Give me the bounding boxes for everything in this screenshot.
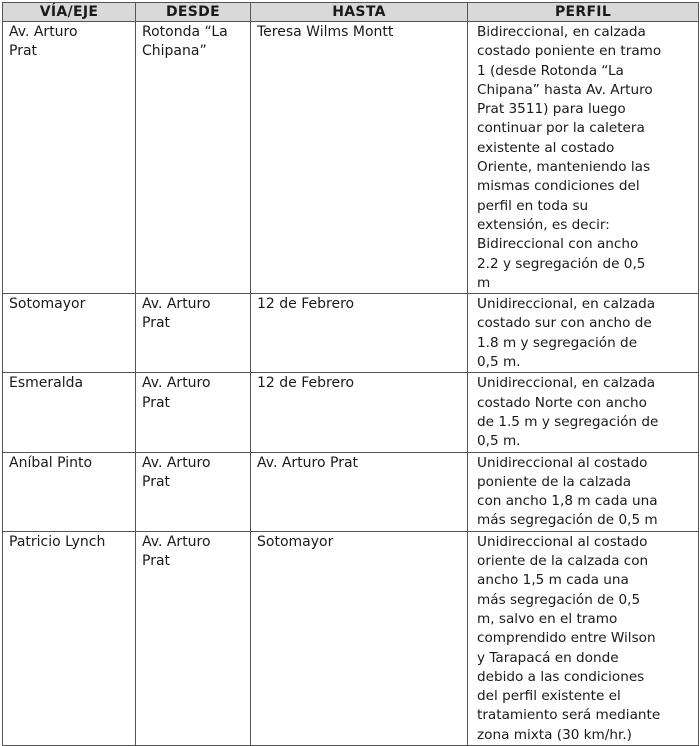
header-perfil: PERFIL bbox=[468, 3, 699, 22]
cell-via: Patricio Lynch bbox=[3, 531, 136, 745]
cell-perfil: Unidireccional al costado poniente de la calzada con ancho 1,8 m cada una más segregación de 0,5 m bbox=[468, 452, 699, 531]
cell-desde: Av. Arturo Prat bbox=[136, 294, 251, 373]
table-row bbox=[3, 531, 699, 745]
cell-via: Av. Arturo Prat bbox=[3, 22, 136, 294]
cell-hasta: Av. Arturo Prat bbox=[251, 452, 468, 531]
cell-hasta: 12 de Febrero bbox=[251, 373, 468, 452]
cell-desde: Rotonda “La Chipana” bbox=[136, 22, 251, 294]
cell-desde: Av. Arturo Prat bbox=[136, 452, 251, 531]
cell-via: Sotomayor bbox=[3, 294, 136, 373]
cell-perfil: Unidireccional, en calzada costado Norte con ancho de 1.5 m y segregación de 0,5 m. bbox=[468, 373, 699, 452]
cell-hasta: Teresa Wilms Montt bbox=[251, 22, 468, 294]
cell-perfil: Unidireccional, en calzada costado sur con ancho de 1.8 m y segregación de 0,5 m. bbox=[468, 294, 699, 373]
cell-desde: Av. Arturo Prat bbox=[136, 373, 251, 452]
cell-perfil: Unidireccional al costado oriente de la calzada con ancho 1,5 m cada una más segregación de 0,5 m, salvo en el tramo comprendido entre Wilson y Tarapacá en donde debido a las condiciones del perfil existente el tratamiento será mediante zona mixta (30 km/hr.) bbox=[468, 531, 699, 745]
table-row bbox=[3, 294, 699, 373]
cell-via: Esmeralda bbox=[3, 373, 136, 452]
table-header-row bbox=[3, 3, 699, 22]
header-desde: DESDE bbox=[136, 3, 251, 22]
header-hasta: HASTA bbox=[251, 3, 468, 22]
cell-desde: Av. Arturo Prat bbox=[136, 531, 251, 745]
table-row bbox=[3, 22, 699, 294]
cell-hasta: Sotomayor bbox=[251, 531, 468, 745]
bike-route-table bbox=[2, 2, 699, 746]
cell-via: Aníbal Pinto bbox=[3, 452, 136, 531]
table-row bbox=[3, 452, 699, 531]
cell-hasta: 12 de Febrero bbox=[251, 294, 468, 373]
header-via-eje: VÍA/EJE bbox=[3, 3, 136, 22]
table-row bbox=[3, 373, 699, 452]
cell-perfil: Bidireccional, en calzada costado poniente en tramo 1 (desde Rotonda “La Chipana” hasta Av. Arturo Prat 3511) para luego continuar por la caletera existente al costado Oriente, manteniendo las mismas condiciones del perfil en toda su extensión, es decir: Bidireccional con ancho 2.2 y segregación de 0,5 m bbox=[468, 22, 699, 294]
